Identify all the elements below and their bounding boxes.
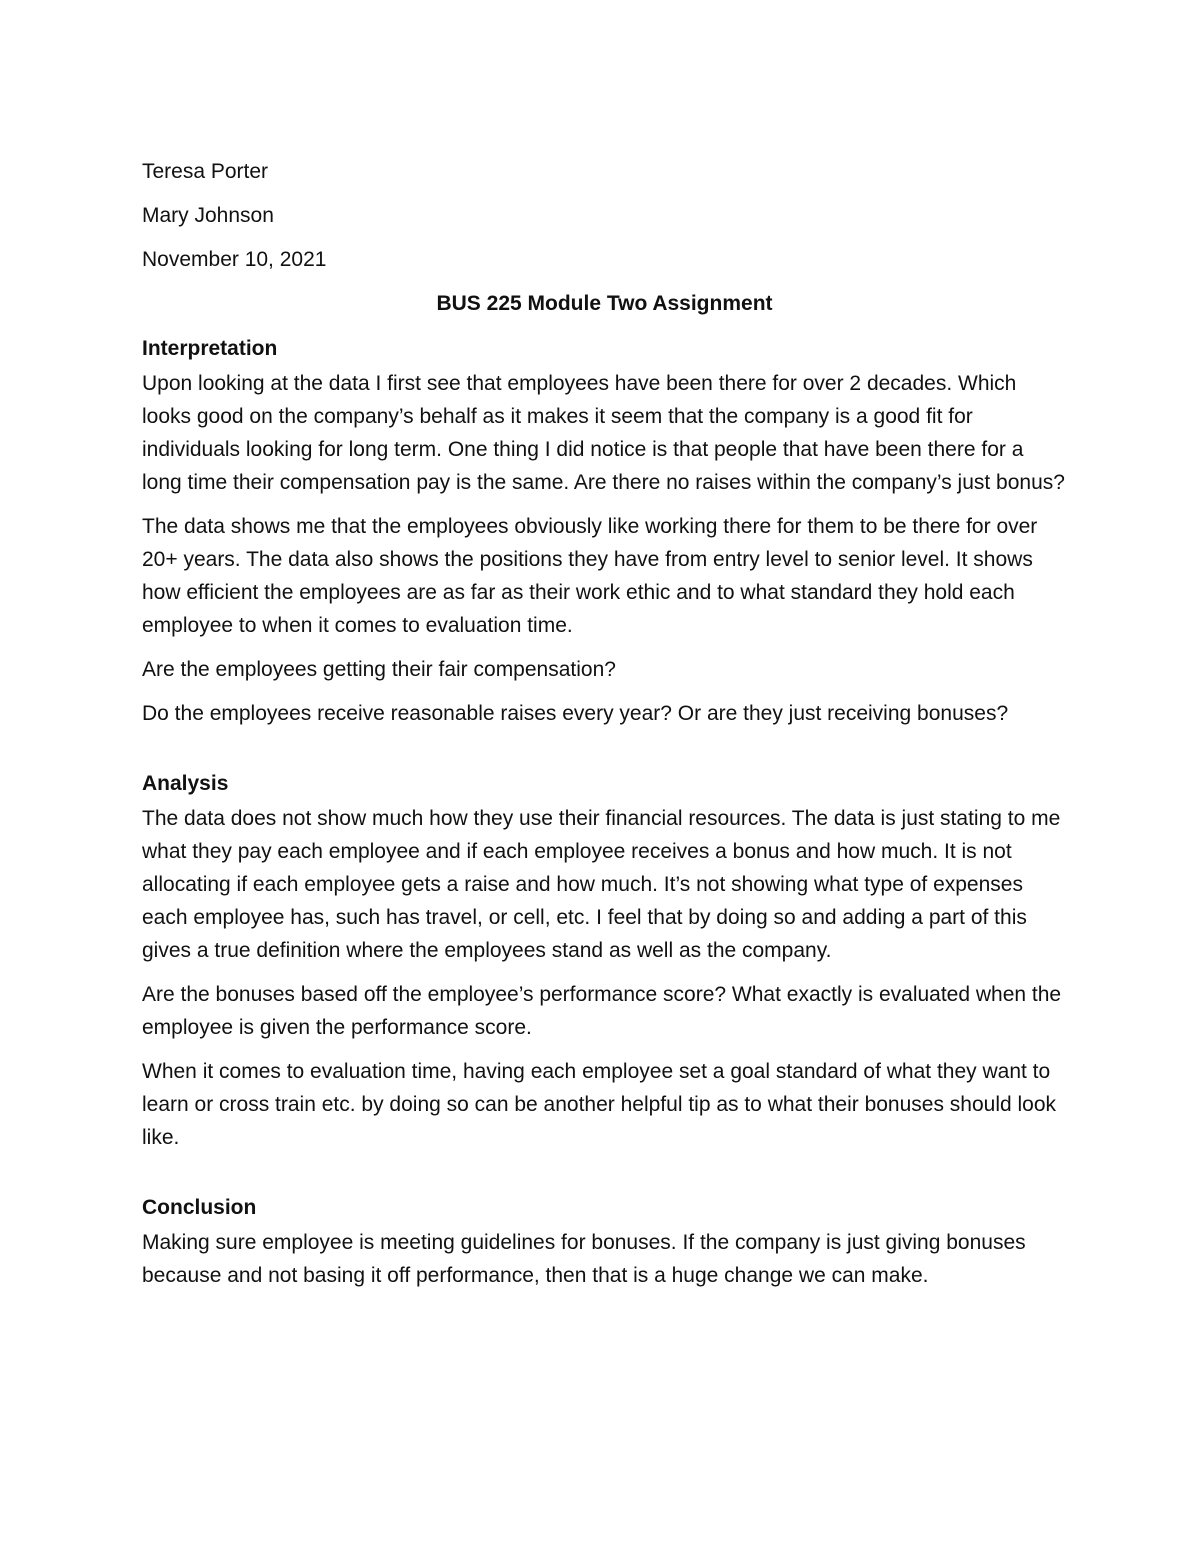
document-date: November 10, 2021 bbox=[142, 248, 327, 271]
paragraph: Making sure employee is meeting guidelines for bonuses. If the company is just giving bonuses because and not basing it off performance, then that is a huge change we can make. bbox=[142, 1231, 1026, 1287]
section-heading: Conclusion bbox=[142, 1196, 257, 1219]
section-interpretation bbox=[142, 332, 1067, 730]
section-conclusion bbox=[142, 1191, 1067, 1292]
section-spacer bbox=[142, 741, 1067, 753]
paragraph: Are the employees getting their fair compensation? bbox=[142, 658, 616, 681]
section-heading: Analysis bbox=[142, 772, 229, 795]
paragraph: Do the employees receive reasonable raises every year? Or are they just receiving bonuses? bbox=[142, 702, 1009, 725]
instructor-name: Mary Johnson bbox=[142, 204, 274, 227]
section-spacer bbox=[142, 1165, 1067, 1177]
paragraph: When it comes to evaluation time, having each employee set a goal standard of what they want to learn or cross train etc. by doing so can be another helpful tip as to what their bonuses should look like. bbox=[142, 1060, 1057, 1149]
paragraph: The data does not show much how they use their financial resources. The data is just stating to me what they pay each employee and if each employee receives a bonus and how much. It is not allocating if each employee gets a raise and how much. It’s not showing what type of expenses each employee has, such has travel, or cell, etc. I feel that by doing so and adding a part of this gives a true definition where the employees stand as well as the company. bbox=[142, 807, 1061, 962]
document-body bbox=[142, 155, 1067, 1303]
section-heading: Interpretation bbox=[142, 337, 278, 360]
paragraph: The data shows me that the employees obviously like working there for them to be there for over 20+ years. The data also shows the positions they have from entry level to senior level. It shows how efficient the employees are as far as their work ethic and to what standard they hold each employee to when it comes to evaluation time. bbox=[142, 515, 1038, 637]
paragraph: Are the bonuses based off the employee’s performance score? What exactly is evaluated when the employee is given the performance score. bbox=[142, 983, 1062, 1039]
paragraph: Upon looking at the data I first see that employees have been there for over 2 decades. Which looks good on the company’s behalf as it makes it seem that the company is a good fit for individuals looking for long term. One thing I did notice is that people that have been there for a long time their compensation pay is the same. Are there no raises within the company’s just bonus? bbox=[142, 372, 1065, 494]
section-analysis bbox=[142, 767, 1067, 1154]
document-title: BUS 225 Module Two Assignment bbox=[436, 292, 773, 315]
student-name: Teresa Porter bbox=[142, 160, 269, 183]
